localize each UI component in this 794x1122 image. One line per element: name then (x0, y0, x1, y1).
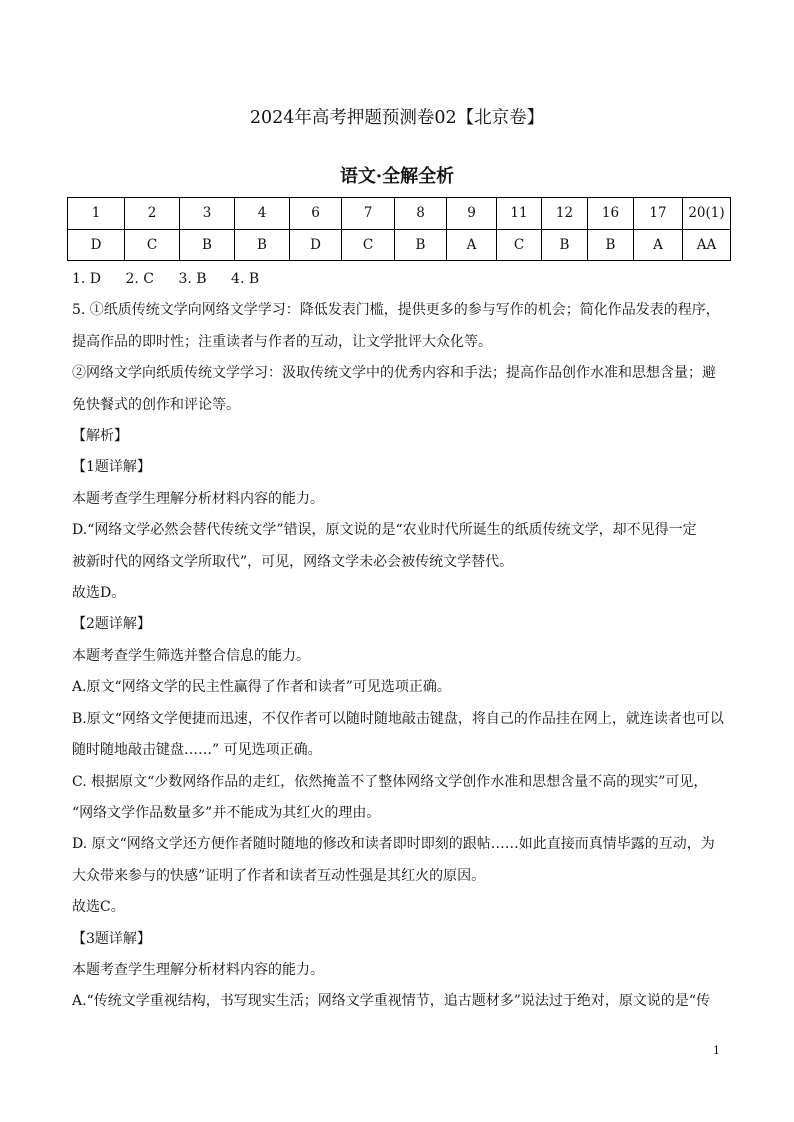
answer-cell: AA (683, 229, 731, 261)
text-line: A.原文“网络文学的民主性赢得了作者和读者”可见选项正确。 (72, 679, 451, 696)
question-number-cell: 20(1) (683, 198, 731, 230)
answer-cell: A (447, 229, 497, 261)
answer-table (67, 197, 731, 261)
text-line: D. 原文“网络文学还方便作者随时随地的修改和读者即时即刻的跟帖……如此直接而真情毕露的互动，为 (72, 836, 715, 853)
text-line: 故选C。 (72, 899, 125, 916)
answer-cell: B (235, 229, 290, 261)
text-line: 随时随地敲击键盘……” 可见选项正确。 (72, 742, 322, 759)
answer-cell: B (542, 229, 588, 261)
question-number-cell: 16 (588, 198, 634, 230)
answer-table-answer-row (68, 229, 731, 261)
section-heading: 【2题详解】 (72, 616, 151, 633)
answer-cell: B (588, 229, 634, 261)
page-title: 2024年高考押题预测卷02【北京卷】 (249, 108, 545, 128)
text-line: 本题考查学生筛选并整合信息的能力。 (72, 647, 310, 664)
text-line: 故选D。 (72, 585, 126, 602)
text-line: C. 根据原文“少数网络作品的走红，依然掩盖不了整体网络文学创作水准和思想含量不高的现实”可见， (72, 773, 708, 790)
answer-cell: D (290, 229, 342, 261)
answer-cell: C (342, 229, 395, 261)
text-line: 提高作品的即时性；注重读者与作者的互动，让文学批评大众化等。 (72, 333, 492, 350)
question-number-cell: 3 (180, 198, 235, 230)
question-number-cell: 7 (342, 198, 395, 230)
answer-cell: B (395, 229, 447, 261)
page-subtitle: 语文·全解全析 (339, 166, 455, 187)
text-line: 本题考查学生理解分析材料内容的能力。 (72, 490, 324, 507)
text-line: ②网络文学向纸质传统文学学习：汲取传统文学中的优秀内容和手法；提高作品创作水准和思想含量；避 (72, 365, 716, 382)
short-answers-line (72, 264, 732, 295)
text-line: 5. ①纸质传统文学向网络文学学习：降低发表门槛，提供更多的参与写作的机会；简化作品发表的程序， (72, 302, 720, 319)
text-line: B.原文“网络文学便捷而迅速，不仅作者可以随时随地敲击键盘，将自己的作品挂在网上，就连读者也可以 (72, 710, 724, 727)
page-number: 1 (713, 1044, 720, 1057)
text-line: D.“网络文学必然会替代传统文学”错误，原文说的是“农业时代所诞生的纸质传统文学，却不见得一定 (72, 522, 697, 539)
answer-cell: C (497, 229, 542, 261)
question-number-cell: 12 (542, 198, 588, 230)
answer-cell: A (634, 229, 683, 261)
question-number-cell: 9 (447, 198, 497, 230)
short-answer: 1. D (72, 271, 102, 287)
question-number-cell: 4 (235, 198, 290, 230)
question-number-cell: 1 (68, 198, 125, 230)
text-line: 大众带来参与的快感”证明了作者和读者互动性强是其红火的原因。 (72, 867, 486, 884)
section-heading: 【1题详解】 (72, 459, 151, 476)
short-answer: 3. B (178, 271, 207, 287)
text-line: A.“传统文学重视结构，书写现实生活；网络文学重视情节，追古题材多”说法过于绝对，原文说的是“传 (72, 993, 711, 1010)
answer-cell: B (180, 229, 235, 261)
section-heading: 【解析】 (72, 428, 128, 445)
answer-cell: D (68, 229, 125, 261)
question-number-cell: 8 (395, 198, 447, 230)
question-number-cell: 6 (290, 198, 342, 230)
text-line: 免快餐式的创作和评论等。 (72, 396, 240, 413)
analysis-body (72, 264, 732, 1018)
text-line: 本题考查学生理解分析材料内容的能力。 (72, 961, 324, 978)
section-heading: 【3题详解】 (72, 930, 151, 947)
text-line: 被新时代的网络文学所取代”，可见，网络文学未必会被传统文学替代。 (72, 553, 514, 570)
answer-table-question-row (68, 198, 731, 230)
text-line: “网络文学作品数量多”并不能成为其红火的理由。 (72, 804, 381, 821)
question-number-cell: 17 (634, 198, 683, 230)
short-answer: 2. C (125, 271, 155, 287)
short-answer: 4. B (231, 271, 260, 287)
question-number-cell: 2 (125, 198, 180, 230)
question-number-cell: 11 (497, 198, 542, 230)
answer-cell: C (125, 229, 180, 261)
